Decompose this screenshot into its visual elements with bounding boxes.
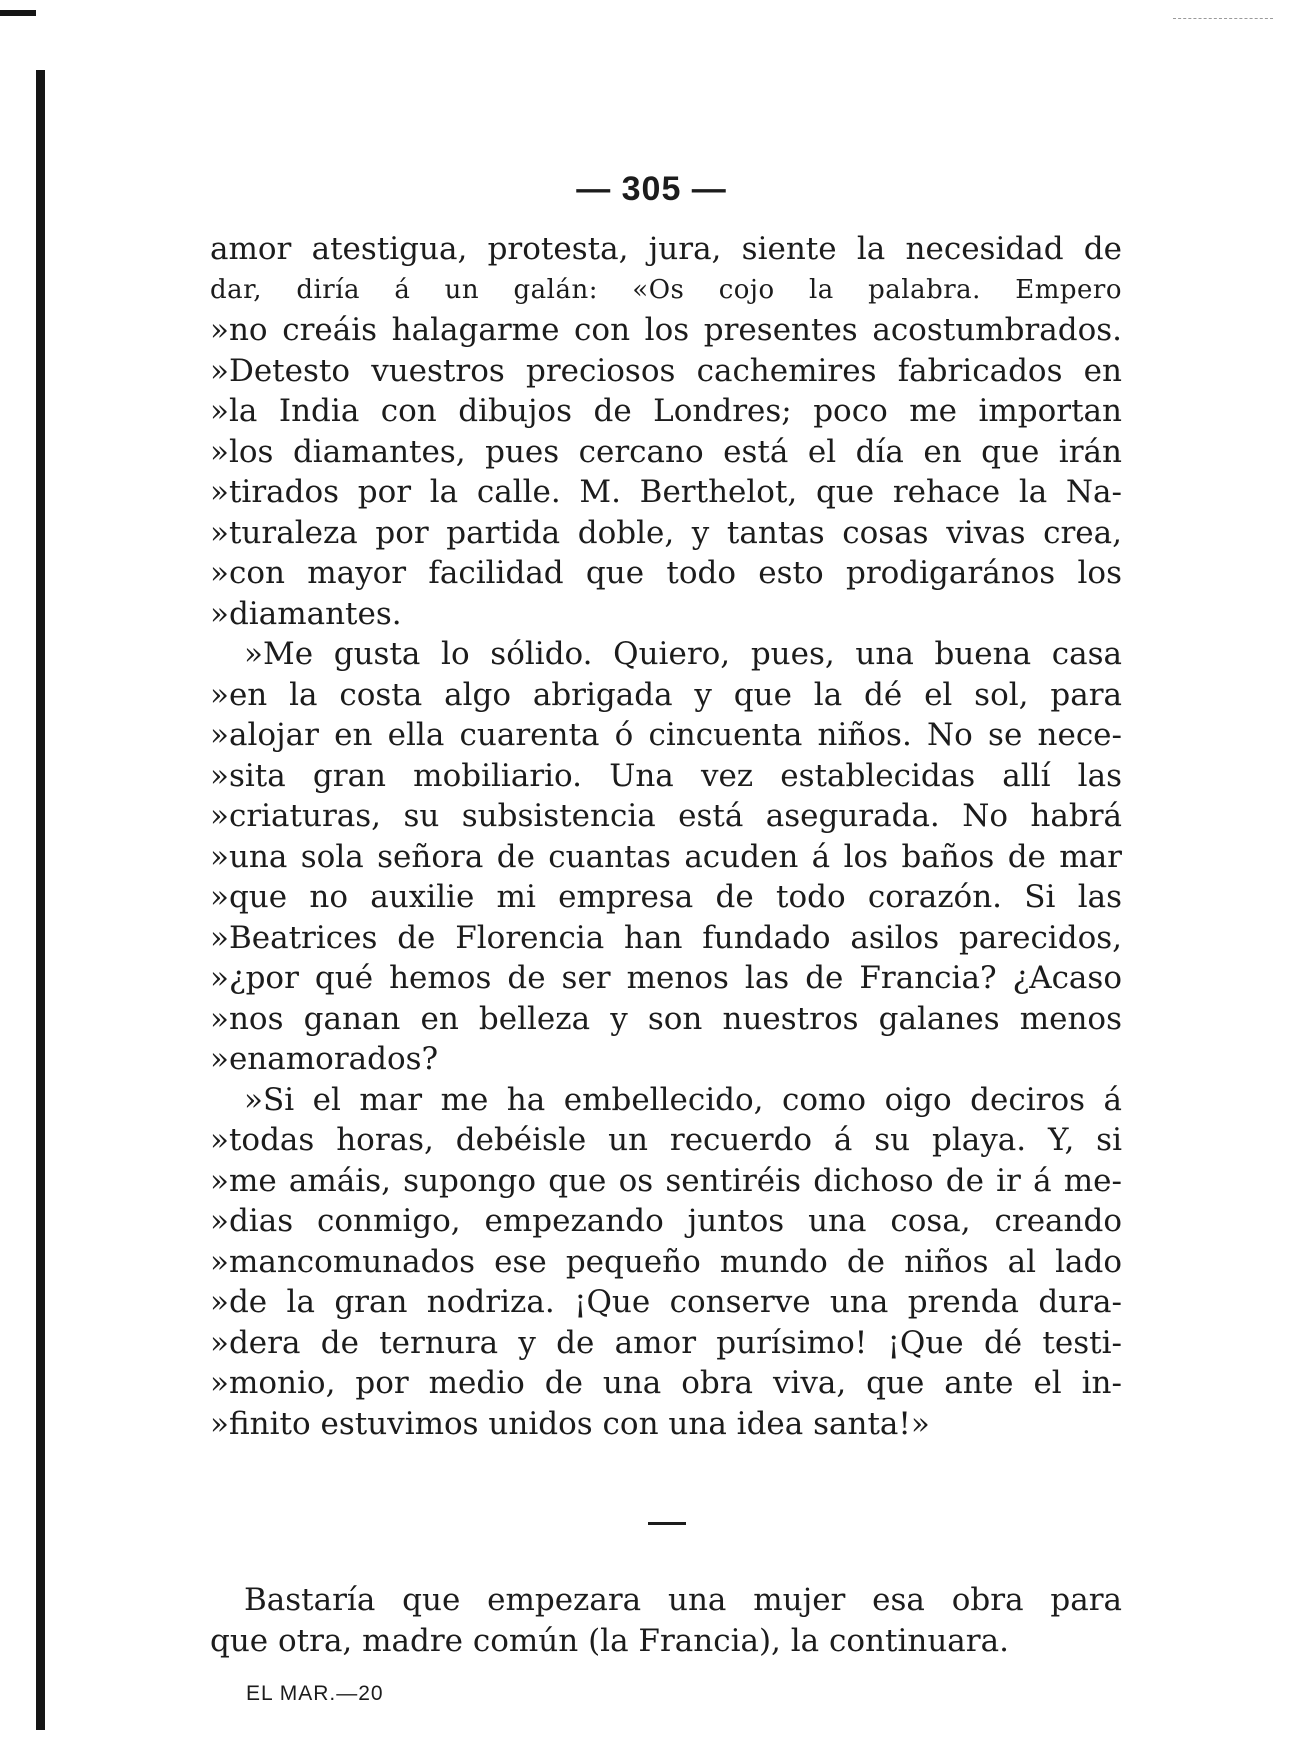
text-line: »dera de ternura y de amor purísimo! ¡Que dé testi- (210, 1324, 1122, 1361)
text-line: »la India con dibujos de Londres; poco me importan (210, 393, 1122, 429)
body-text (210, 229, 1122, 1444)
text-line: amor atestigua, protesta, jura, siente la necesidad de (210, 231, 1122, 267)
text-line: »turaleza por partida doble, y tantas cosas vivas crea, (210, 514, 1122, 551)
text-line: »los diamantes, pues cercano está el día en que irán (210, 433, 1122, 470)
text-line: »criaturas, su subsistencia está asegurada. No habrá (210, 798, 1122, 834)
text-line: »¿por qué hemos de ser menos las de Francia? ¿Acaso (210, 960, 1122, 996)
signature-mark: EL MAR.—20 (246, 1682, 384, 1705)
text-line: »alojar en ella cuarenta ó cincuenta niños. No se nece- (210, 717, 1122, 753)
section-separator (648, 1522, 686, 1525)
closing-paragraph (210, 1580, 1122, 1661)
scan-artifact-line (1173, 18, 1273, 19)
text-line: »todas horas, debéisle un recuerdo á su playa. Y, si (210, 1122, 1122, 1158)
scan-binding-mark (0, 10, 36, 16)
text-line: »Detesto vuestros preciosos cachemires fabricados en (210, 352, 1122, 389)
text-line: »mancomunados ese pequeño mundo de niños al lado (210, 1243, 1122, 1280)
text-line: »que no auxilie mi empresa de todo corazón. Si las (210, 879, 1122, 915)
scan-binding-edge (36, 70, 45, 1730)
text-line: »nos ganan en belleza y son nuestros galanes menos (210, 1000, 1122, 1037)
text-line: »tirados por la calle. M. Berthelot, que rehace la Na- (210, 474, 1122, 510)
text-line: que otra, madre común (la Francia), la continuara. (210, 1622, 1009, 1659)
text-line: »enamorados? (210, 1041, 439, 1077)
text-line: »dias conmigo, empezando juntos una cosa, creando (210, 1203, 1122, 1239)
text-line: »diamantes. (210, 595, 402, 632)
text-line: »Beatrices de Florencia han fundado asilos parecidos, (210, 919, 1122, 956)
page-number: — 305 — (576, 170, 727, 208)
text-line: Bastaría que empezara una mujer esa obra para (244, 1582, 1122, 1618)
text-line: »Me gusta lo sólido. Quiero, pues, una buena casa (244, 636, 1122, 672)
text-line: »sita gran mobiliario. Una vez establecidas allí las (210, 757, 1122, 794)
text-line: »no creáis halagarme con los presentes acostumbrados. (210, 312, 1122, 348)
text-line: »en la costa algo abrigada y que la dé el sol, para (210, 676, 1122, 713)
text-line: »me amáis, supongo que os sentiréis dichoso de ir á me- (210, 1162, 1122, 1199)
text-line: »Si el mar me ha embellecido, como oigo deciros á (244, 1081, 1122, 1118)
text-line: dar, diría á un galán: «Os cojo la palabra. Empero (210, 274, 1122, 305)
text-line: »finito estuvimos unidos con una idea santa!» (210, 1405, 930, 1442)
text-line: »una sola señora de cuantas acuden á los baños de mar (210, 838, 1122, 875)
text-line: »con mayor facilidad que todo esto prodigarános los (210, 555, 1122, 591)
text-line: »monio, por medio de una obra viva, que ante el in- (210, 1365, 1122, 1401)
text-line: »de la gran nodriza. ¡Que conserve una prenda dura- (210, 1284, 1122, 1320)
